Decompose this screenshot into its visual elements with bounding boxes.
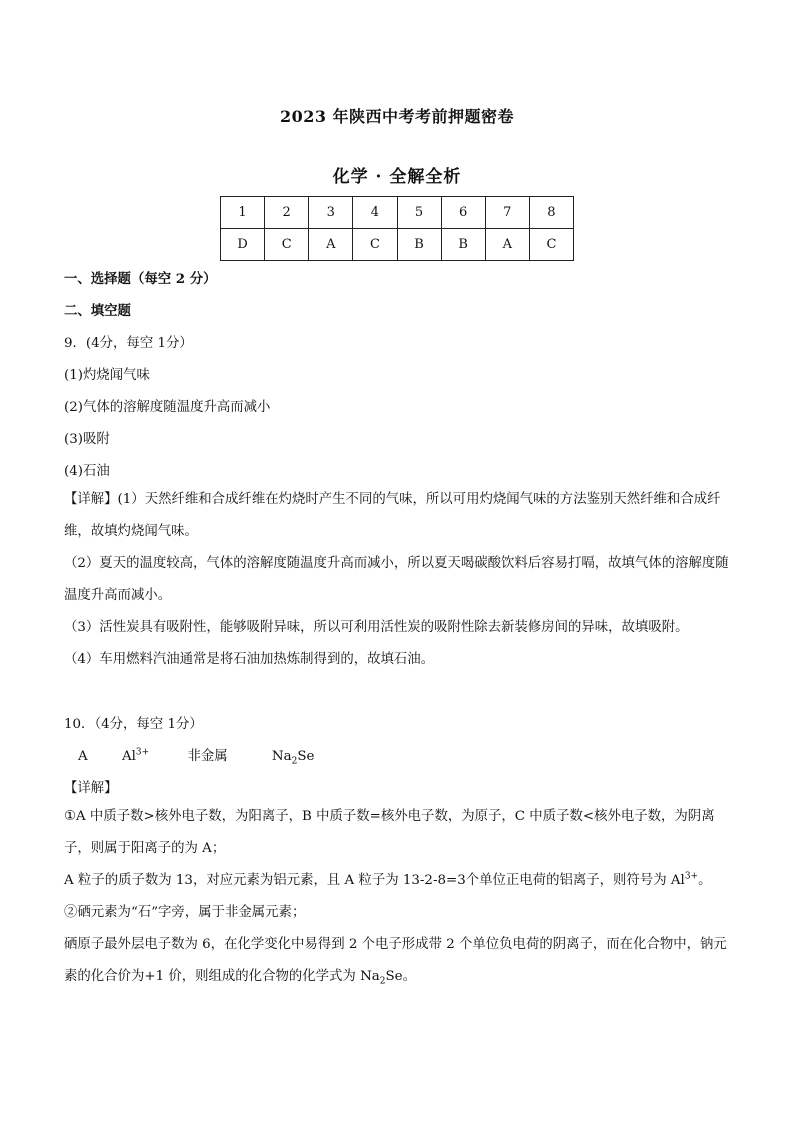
question-number-cell: 5 [397,197,441,229]
answer-cell: A [309,229,353,261]
q9-heading: 9．(4分，每空 1分） [64,336,193,351]
q10-detail-label: 【详解】 [64,781,118,796]
page-title: 2023 年陕西中考考前押题密卷 [279,107,515,126]
question-number-cell: 1 [221,197,265,229]
q10-detail-1: ①A 中质子数>核外电子数，为阳离子，B 中质子数=核外电子数，为原子，C 中质子数<核外电子数，为阴离子，则属于阳离子的为 A； [64,809,715,856]
q10-detail-4 [64,929,734,993]
q10-answer-4-na: Na [271,749,292,764]
answer-cell: B [397,229,441,261]
question-number-cell: 2 [265,197,309,229]
question-number-cell: 6 [441,197,485,229]
q10-answer-1: A [78,749,88,764]
q9-answer-3: (3)吸附 [64,432,110,447]
answer-table [220,196,574,261]
q10-detail-2-charge: 3+ [684,871,699,882]
q9-detail-4: （4）车用燃料汽油通常是将石油加热炼制得到的，故填石油。 [64,652,435,667]
q10-detail-4-subscript: 2 [379,976,386,987]
q9-detail-1: 【详解】(1）天然纤维和合成纤维在灼烧时产生不同的气味，所以可用灼烧闻气味的方法鉴别天然纤维和合成纤维，故填灼烧闻气味。 [64,492,721,539]
answer-cell: C [265,229,309,261]
q9-answer-1: (1)灼烧闻气味 [64,368,150,383]
question-number-cell: 4 [353,197,397,229]
q10-answer-4-se: Se [297,749,315,764]
q9-detail-3: （3）活性炭具有吸附性，能够吸附异味，所以可利用活性炭的吸附性除去新装修房间的异味，故填吸附。 [64,620,689,635]
q10-heading: 10．（4分，每空 1分） [64,717,203,732]
answer-cell: C [529,229,573,261]
answer-table-number-row [221,197,574,229]
question-number-cell: 8 [529,197,573,229]
q9-detail-2: （2）夏天的温度较高，气体的溶解度随温度升高而减小，所以夏天喝碳酸饮料后容易打嗝，故填气体的溶解度随温度升高而减小。 [64,556,729,603]
q10-detail-4-text: 硒原子最外层电子数为 6，在化学变化中易得到 2 个电子形成带 2 个单位负电荷的阴离子，而在化合物中，钠元素的化合价为+1 价，则组成的化合物的化学式为 Na [64,937,727,984]
q10-answer-2-base: Al [121,749,136,764]
section-heading-choice: 一、选择题（每空 2 分） [64,271,217,287]
page-subtitle: 化学 · 全解全析 [332,167,462,187]
q10-answer-4-subscript: 2 [291,756,298,767]
q10-answer-2-charge: 3+ [135,747,150,758]
q10-answers [78,745,315,767]
q10-detail-2 [64,865,734,897]
q9-answer-4: (4)石油 [64,464,110,479]
answer-cell: B [441,229,485,261]
answer-table-answer-row [221,229,574,261]
question-number-cell: 7 [485,197,529,229]
q10-detail-3: ②硒元素为“石”字旁，属于非金属元素； [64,905,306,920]
q10-answer-2 [122,749,149,764]
answer-cell: C [353,229,397,261]
question-number-cell: 3 [309,197,353,229]
answer-cell: A [485,229,529,261]
q9-answer-2: (2)气体的溶解度随温度升高而减小 [64,400,271,415]
answer-cell: D [221,229,265,261]
q10-answer-3: 非金属 [187,749,228,764]
q10-detail-2-end: 。 [698,873,712,888]
q10-answer-4 [271,749,315,767]
q10-detail-4-end: Se。 [385,969,416,984]
section-heading-fill: 二、填空题 [64,303,131,319]
q10-detail-2-text: A 粒子的质子数为 13，对应元素为铝元素，且 A 粒子为 13-2-8=3个单位正电荷的铝离子，则符号为 Al [64,873,685,888]
